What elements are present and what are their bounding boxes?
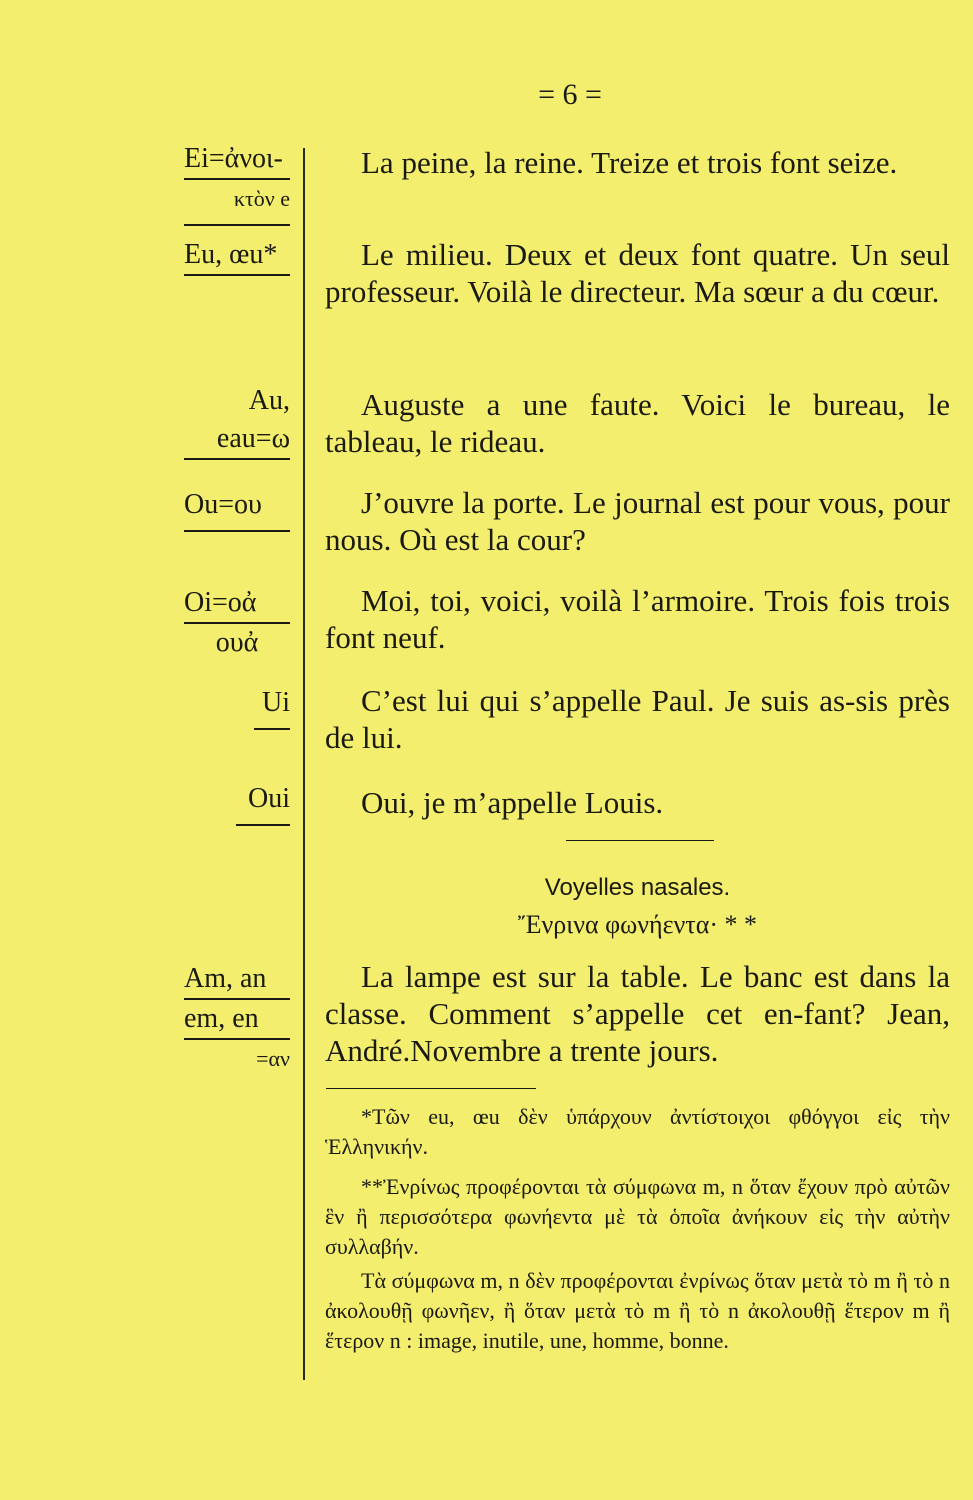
footnote-3: Τὰ σύμφωνα m, n δὲν προφέρονται ἐνρίνως ὅταν μετὰ τὸ m ἢ τὸ n ἀκολουθῇ φωνῆεν, ἢ ὅταν μετὰ τὸ m ἢ τὸ n ἀκολουθῇ ἕτερον m ἢ ἕτερον n : image, inutile, une, homme, bonne. [325,1268,950,1353]
margin-rule [236,824,290,826]
margin-note-ui-line: Ui [262,687,290,718]
margin-note-ei [184,140,290,226]
margin-note-oi-line-2: ουἀ [215,627,259,658]
margin-note-ui [184,684,290,730]
paragraph-oi: Moi, toi, voici, voilà l’armoire. Trois fois trois font neuf. [325,583,950,655]
margin-divider [303,148,305,1380]
paragraph-ui: C’est lui qui s’appelle Paul. Je suis as-sis près de lui. [325,683,950,755]
footnote-2: **Ἐνρίνως προφέρονται τὰ σύμφωνα m, n ὅταν ἔχουν πρὸ αὐτῶν ἓν ἢ περισσότερα φωνήεντα μὲ τὰ ὁποῖα ἀνήκουν εἰς τὴν αὐτὴν συλλαβήν. [325,1174,950,1259]
footnote-separator [326,1088,536,1089]
section-title: Voyelles nasales. [544,874,731,901]
margin-note-eu [184,236,290,276]
margin-note-ou-line: Ou=ου [184,489,262,520]
margin-note-oui [184,780,290,826]
margin-note-au-line-1: Au, [248,385,290,416]
paragraph-au: Auguste a une faute. Voici le bureau, le tableau, le rideau. [325,387,950,459]
margin-rule [184,530,290,532]
margin-note-eu-line: Eu, œu* [184,236,290,276]
margin-note-am [184,960,290,1078]
margin-rule [184,224,290,226]
margin-note-am-line-2: em, en [184,1000,290,1040]
paragraph-ei: La peine, la reine. Treize et trois font seize. [361,145,898,180]
margin-note-am-line-3: =αν [256,1046,290,1071]
section-subtitle: Ἔνρινα φωνήεντα· * * [518,910,757,939]
paragraph-nasal: La lampe est sur la table. Le banc est dans la classe. Comment s’appelle cet en-fant? Jean, André.Novembre a trente jours. [325,959,950,1068]
margin-note-ei-line-2: κτὸν e [233,186,290,211]
paragraph-oui: Oui, je m’appelle Louis. [361,785,664,820]
margin-note-oui-line: Oui [248,783,290,814]
footnote-1: *Τῶν eu, œu δὲν ὑπάρχουν ἀντίστοιχοι φθόγγοι εἰς τὴν Ἑλληνικήν. [325,1104,950,1159]
paragraph-eu: Le milieu. Deux et deux font quatre. Un seul professeur. Voilà le directeur. Ma sœur a du cœur. [325,237,950,309]
paragraph-ou: J’ouvre la porte. Le journal est pour vous, pour nous. Où est la cour? [325,485,950,557]
margin-note-am-line-1: Am, an [184,960,290,1000]
page-number: = 6 = [538,78,602,111]
margin-note-ei-line-1: Ei=ἀνοι- [184,140,290,180]
margin-note-ou [184,486,290,532]
margin-note-oi-line-1: Oi=οἀ [184,584,290,624]
margin-rule [254,728,290,730]
section-separator [566,840,714,841]
margin-note-au-line-2: eau=ω [184,420,290,460]
margin-note-au [184,382,290,460]
margin-note-oi [184,584,290,662]
